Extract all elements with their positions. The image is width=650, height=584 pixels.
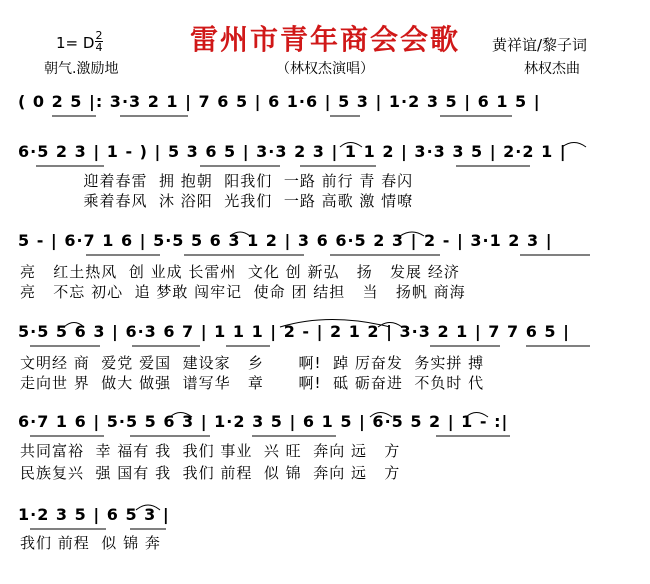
song-title: 雷州市青年商会会歌 bbox=[189, 23, 460, 56]
composer-credit: 林权杰曲 bbox=[524, 61, 580, 77]
lyrics-row-2-verse-1: 迎着春雷 拥 抱朝 阳我们 一路 前行 青 春闪 bbox=[20, 172, 414, 190]
notation-row-1: ( 0 2 5 |: 3·3 2 1 | 7 6 5 | 6 1·6 | 5 3 | 1·2 3 5 | 6 1 5 | bbox=[18, 92, 541, 111]
lyrics-row-5-verse-1: 共同富裕 幸 福有 我 我们 事业 兴 旺 奔向 远 方 bbox=[20, 442, 401, 460]
lyrics-row-3-verse-1: 亮 红土热风 创 业成 长雷州 文化 创 新弘 扬 发展 经济 bbox=[20, 263, 460, 281]
notation-row-2: 6·5 2 3 | 1 - ) | 5 3 6 5 | 3·3 2 3 | 1 1 2 | 3·3 3 5 | 2·2 1 | bbox=[18, 142, 567, 161]
lyrics-row-4-verse-1: 文明经 商 爱党 爱国 建设家 乡 啊! 踔 厉奋发 务实拼 搏 bbox=[20, 354, 485, 372]
key-signature: 1= D bbox=[56, 34, 95, 52]
time-sig-top: 2 bbox=[95, 29, 103, 42]
lyrics-row-6-verse-1: 我们 前程 似 锦 奔 bbox=[20, 534, 161, 552]
lyrics-row-4-verse-2: 走向世 界 做大 做强 谱写华 章 啊! 砥 砺奋进 不负时 代 bbox=[20, 374, 485, 392]
notation-row-3: 5 - | 6·7 1 6 | 5·5 5 6 3 1 2 | 3 6 6·5 2 3 | 2 - | 3·1 2 3 | bbox=[18, 231, 553, 250]
lyrics-row-3-verse-2: 亮 不忘 初心 追 梦敢 闯牢记 使命 团 结担 当 扬帆 商海 bbox=[20, 283, 466, 301]
lyrics-row-5-verse-2: 民族复兴 强 国有 我 我们 前程 似 锦 奔向 远 方 bbox=[20, 464, 401, 482]
singer-credit: （林权杰演唱） bbox=[276, 61, 374, 77]
tempo-marking: 朝气.激励地 bbox=[44, 61, 119, 77]
notation-row-6: 1·2 3 5 | 6 5 3 | bbox=[18, 505, 170, 524]
lyricist-credit: 黄祥谊/黎子词 bbox=[492, 36, 588, 54]
time-sig-bottom: 4 bbox=[95, 41, 103, 54]
notation-row-4: 5·5 5 6 3 | 6·3 6 7 | 1 1 1 | 2 - | 2 1 2 | 3·3 2 1 | 7 7 6 5 | bbox=[18, 322, 570, 341]
lyrics-row-2-verse-2: 乘着春风 沐 浴阳 光我们 一路 高歌 激 情嘹 bbox=[20, 192, 414, 210]
time-signature bbox=[95, 30, 103, 53]
notation-row-5: 6·7 1 6 | 5·5 5 6 3 | 1·2 3 5 | 6 1 5 | 6·5 5 2 | 1 - :| bbox=[18, 412, 509, 431]
